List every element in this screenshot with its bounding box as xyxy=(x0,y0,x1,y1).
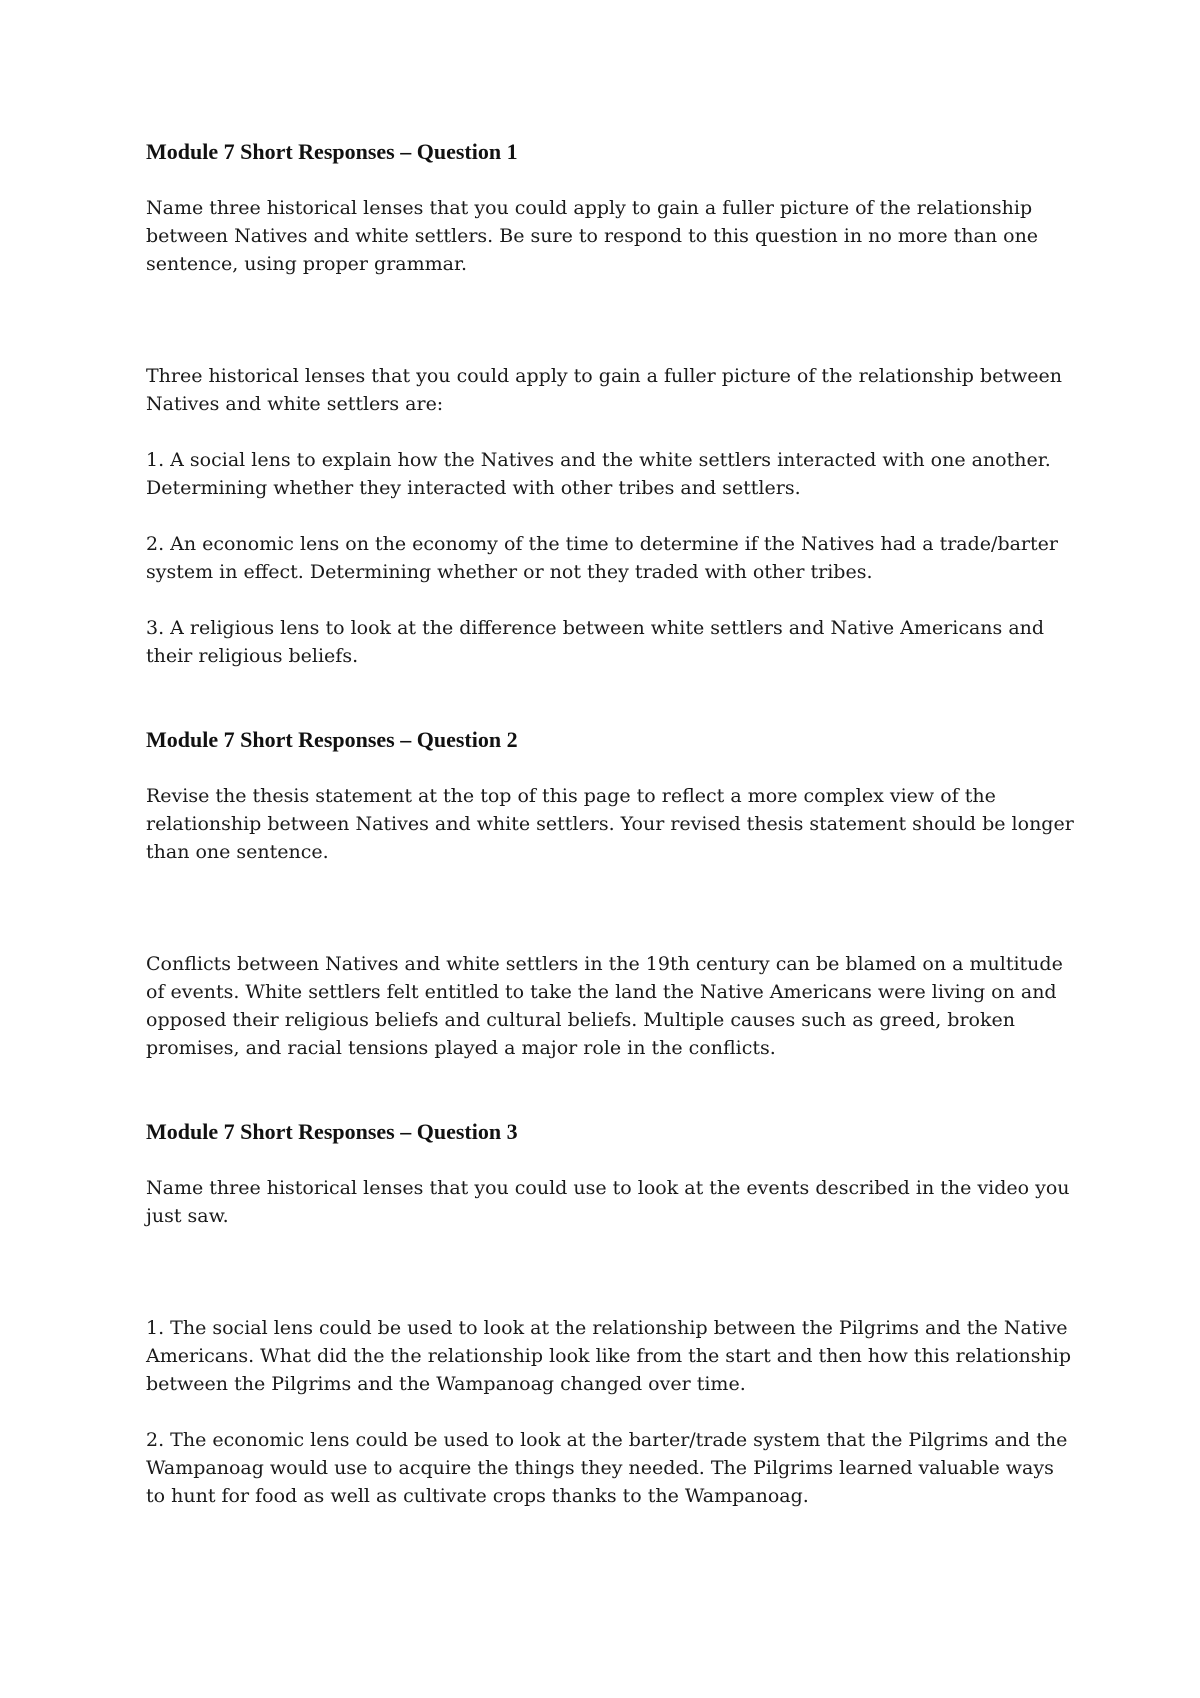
spacer xyxy=(146,698,1076,726)
question-1-heading: Module 7 Short Responses – Question 1 xyxy=(146,139,518,164)
question-2-heading: Module 7 Short Responses – Question 2 xyxy=(146,727,518,752)
question-1-answer-item-1: 1. A social lens to explain how the Natives and the white settlers interacted with one another. Determining whether they interacted with other tribes and settlers. xyxy=(146,449,1051,499)
spacer xyxy=(146,1090,1076,1118)
question-2-prompt: Revise the thesis statement at the top of this page to reflect a more complex view of the relationship between Natives and white settlers. Your revised thesis statement should be longer than one sentence. xyxy=(146,785,1074,863)
spacer xyxy=(146,894,1076,950)
spacer xyxy=(146,306,1076,362)
question-2-section xyxy=(146,726,1076,1062)
question-1-prompt: Name three historical lenses that you could apply to gain a fuller picture of the relationship between Natives and white settlers. Be sure to respond to this question in no more than one sentence, using proper grammar. xyxy=(146,197,1039,275)
question-1-answer-intro: Three historical lenses that you could apply to gain a fuller picture of the relationship between Natives and white settlers are: xyxy=(146,365,1062,415)
question-2-answer: Conflicts between Natives and white settlers in the 19th century can be blamed on a multitude of events. White settlers felt entitled to take the land the Native Americans were living on and opposed their religious beliefs and cultural beliefs. Multiple causes such as greed, broken promises, and racial tensions played a major role in the conflicts. xyxy=(146,953,1063,1059)
question-3-heading: Module 7 Short Responses – Question 3 xyxy=(146,1119,518,1144)
question-3-answer-item-1: 1. The social lens could be used to look at the relationship between the Pilgrims and the Native Americans. What did the the relationship look like from the start and then how this relationship between the Pilgrims and the Wampanoag changed over time. xyxy=(146,1317,1071,1395)
question-1-answer-item-3: 3. A religious lens to look at the difference between white settlers and Native Americans and their religious beliefs. xyxy=(146,617,1045,667)
question-3-section xyxy=(146,1118,1076,1510)
question-1-answer-item-2: 2. An economic lens on the economy of the time to determine if the Natives had a trade/barter system in effect. Determining whether or not they traded with other tribes. xyxy=(146,533,1058,583)
question-3-prompt: Name three historical lenses that you could use to look at the events described in the video you just saw. xyxy=(146,1177,1070,1227)
spacer xyxy=(146,1258,1076,1314)
question-3-answer-item-2: 2. The economic lens could be used to look at the barter/trade system that the Pilgrims and the Wampanoag would use to acquire the things they needed. The Pilgrims learned valuable ways to hunt for food as well as cultivate crops thanks to the Wampanoag. xyxy=(146,1429,1068,1507)
document-page xyxy=(146,138,1076,1538)
question-1-section xyxy=(146,138,1076,670)
